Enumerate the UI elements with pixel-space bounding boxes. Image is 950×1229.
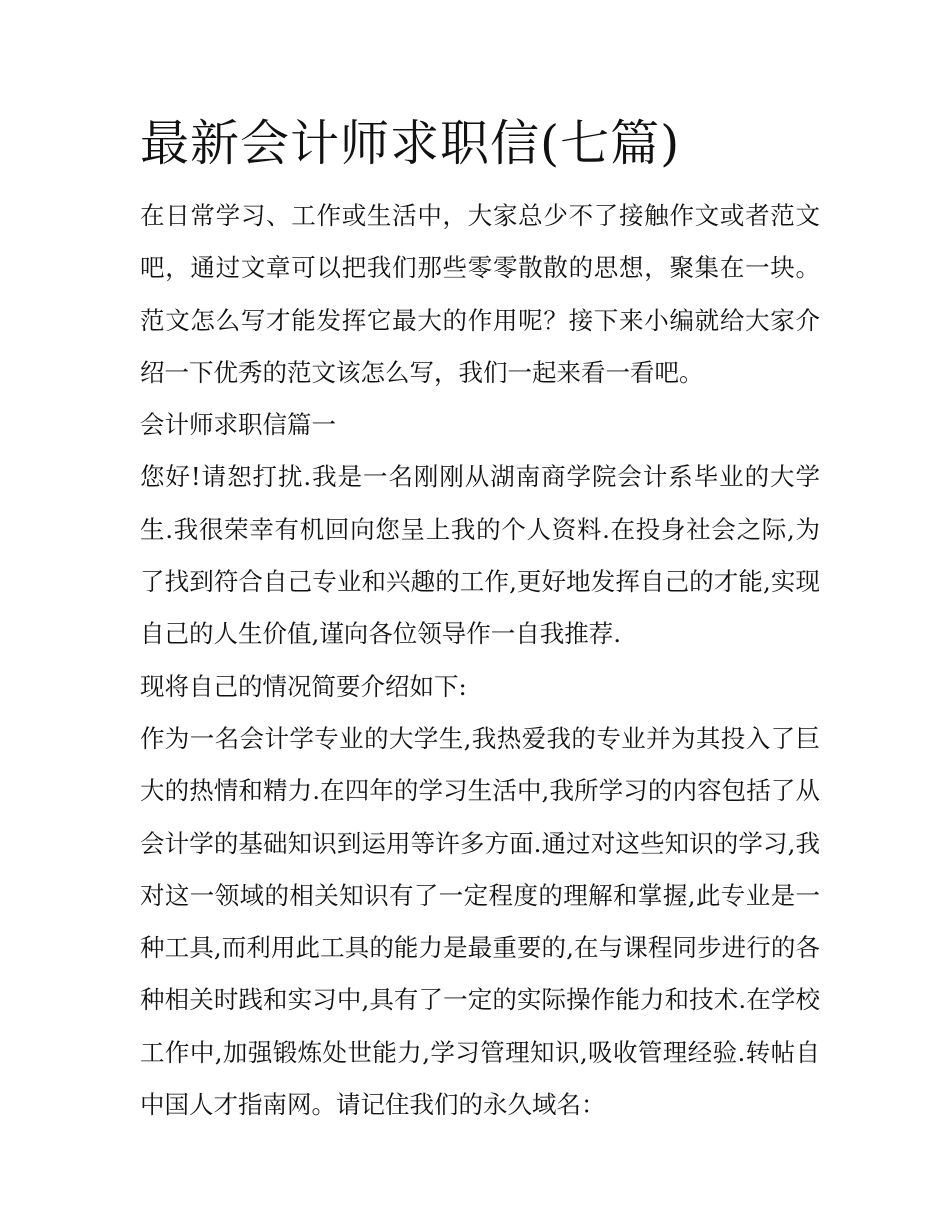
section-heading: 会计师求职信篇一	[140, 410, 336, 440]
body-paragraph: 现将自己的情况简要介绍如下:	[140, 671, 467, 701]
body-paragraph: 您好!请恕打扰.我是一名刚刚从湖南商学院会计系毕业的大学生.我很荣幸有机回向您呈上我的个人资料.在投身社会之际,为了找到符合自己专业和兴趣的工作,更好地发挥自己的才能,实现自己的人生价值,谨向各位领导作一自我推荐.	[140, 462, 820, 649]
document-page	[140, 108, 820, 1131]
document-title: 最新会计师求职信(七篇)	[140, 115, 681, 172]
body-paragraph: 作为一名会计学专业的大学生,我热爱我的专业并为其投入了巨大的热情和精力.在四年的学习生活中,我所学习的内容包括了从会计学的基础知识到运用等许多方面.通过对这些知识的学习,我对这一领域的相关知识有了一定程度的理解和掌握,此专业是一种工具,而利用此工具的能力是最重要的,在与课程同步进行的各种相关时践和实习中,具有了一定的实际操作能力和技术.在学校工作中,加强锻炼处世能力,学习管理知识,吸收管理经验.转帖自中国人才指南网。请记住我们的永久域名：	[140, 723, 820, 1120]
intro-paragraph: 在日常学习、工作或生活中，大家总少不了接触作文或者范文吧，通过文章可以把我们那些零零散散的思想，聚集在一块。范文怎么写才能发挥它最大的作用呢？接下来小编就给大家介绍一下优秀的范文该怎么写，我们一起来看一看吧。	[140, 201, 820, 387]
